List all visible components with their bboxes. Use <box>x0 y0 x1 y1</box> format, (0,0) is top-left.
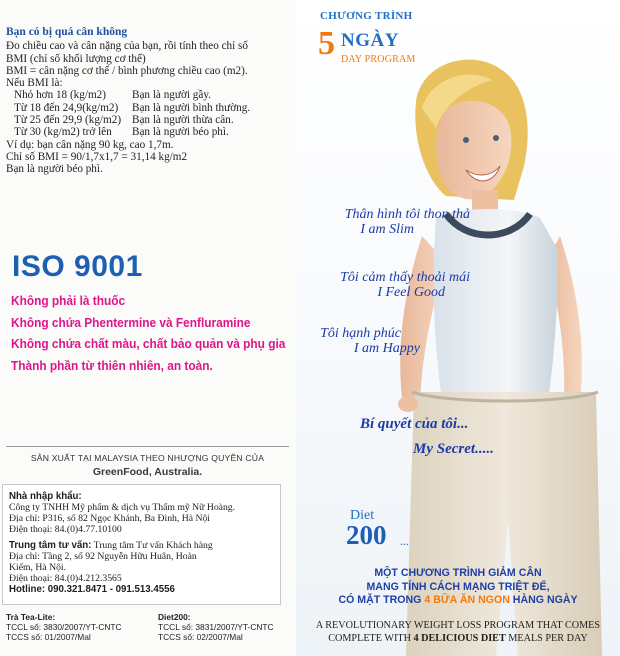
bmi-example-line: Ví dụ: bạn cân nặng 90 kg, cao 1,7m. <box>6 138 174 151</box>
en-tag-text: MEALS PER DAY <box>505 633 588 644</box>
bmi-row <box>6 102 291 114</box>
bmi-result: Bạn là người thừa cân. <box>132 114 234 127</box>
reg-tccs: TCCS số: 02/2007/Mal <box>158 632 243 642</box>
slogan-slim <box>320 207 470 237</box>
slogan-happy <box>300 326 420 356</box>
claim-item: Không chứa Phentermine và Fenfluramine <box>11 314 251 330</box>
contact-box <box>2 484 281 605</box>
bmi-intro-line: Nếu BMI là: <box>6 77 63 90</box>
bmi-intro-line: BMI (chỉ số khối lượng cơ thể) <box>6 52 146 65</box>
importer-line: Địa chỉ: P316, số 82 Ngọc Khánh, Ba Đình, Hà Nội <box>9 513 210 524</box>
vn-tag-text: HÀNG NGÀY <box>509 594 578 607</box>
consult-heading-row <box>9 540 280 551</box>
importer-heading: Nhà nhập khẩu: <box>9 491 82 502</box>
slogan-vn: Thân hình tôi thon thả <box>344 207 470 222</box>
reg-product-name: Trà Tea-Lite: <box>6 612 56 622</box>
bmi-intro-line: BMI = cân nặng cơ thể / bình phương chiều cao (m2). <box>6 64 248 77</box>
diet-number: 200 <box>346 520 387 550</box>
claim-item: Không chứa chất màu, chất bảo quản và phụ gia <box>11 336 286 351</box>
secret-en: My Secret..... <box>413 441 494 457</box>
registration-diet200 <box>158 612 274 642</box>
bmi-row <box>6 126 291 138</box>
manufacturing-origin <box>6 446 289 478</box>
en-tag-text: COMPLETE WITH <box>328 633 414 644</box>
consult-line: Điện thoại: 84.(0)4.212.3565 <box>9 573 122 584</box>
claim-item: Thành phần từ thiên nhiên, an toàn. <box>11 357 213 373</box>
slogan-vn: Tôi hạnh phúc <box>320 326 401 341</box>
vn-tag-line: MANG TÍNH CÁCH MẠNG TRIỆT ĐỂ, <box>366 580 550 593</box>
diet-label: Diet <box>350 508 375 523</box>
consult-heading-rest: Trung tâm Tư vấn Khách hàng <box>91 540 213 551</box>
program-line3: DAY PROGRAM <box>341 54 416 65</box>
bmi-intro-line: Đo chiều cao và cân nặng của bạn, rồi tính theo chỉ số <box>6 40 249 53</box>
consult-heading: Trung tâm tư vấn: <box>9 540 92 551</box>
en-tag-line2 <box>300 632 616 645</box>
bmi-result: Bạn là người bình thường. <box>132 101 251 114</box>
vietnamese-tagline <box>300 567 616 608</box>
bmi-range: Từ 18 đến 24,9(kg/m2) <box>14 101 119 114</box>
hotline: Hotline: 090.321.8471 - 091.513.4556 <box>9 584 175 595</box>
product-claims <box>11 290 285 376</box>
bmi-example-line: Bạn là người béo phì. <box>6 163 103 176</box>
vn-tag-text: CÓ MẶT TRONG <box>338 594 425 607</box>
reg-product-name: Diet200: <box>158 612 191 622</box>
slogan-en: I am Happy <box>353 341 420 356</box>
bmi-range: Từ 25 đến 29,9 (kg/m2) <box>14 114 122 127</box>
registration-tealite <box>6 612 122 642</box>
bmi-row <box>6 89 291 101</box>
secret-vn: Bí quyết của tôi... <box>360 416 469 432</box>
english-tagline <box>300 619 616 645</box>
en-tag-highlight: 4 DELICIOUS DIET <box>413 633 506 644</box>
reg-tccl: TCCL số: 3830/2007/YT-CNTC <box>6 622 122 632</box>
bmi-row <box>6 114 291 126</box>
vn-tag-line3 <box>300 594 616 608</box>
bmi-range: Nhỏ hơn 18 (kg/m2) <box>14 89 106 102</box>
bmi-result: Bạn là người gầy. <box>132 89 211 102</box>
program-title <box>318 10 416 65</box>
slogan-feel-good <box>320 270 470 300</box>
bmi-range: Từ 30 (kg/m2) trở lên <box>14 126 112 139</box>
bmi-result: Bạn là người béo phì. <box>132 126 229 139</box>
en-tag-line: A REVOLUTIONARY WEIGHT LOSS PROGRAM THAT COMES <box>315 620 601 631</box>
vn-tag-highlight: 4 BỮA ĂN NGON <box>424 594 510 607</box>
reg-tccs: TCCS số: 01/2007/Mal <box>6 632 91 642</box>
slogan-vn: Tôi cảm thấy thoải mái <box>340 270 470 285</box>
iso-certification: ISO 9001 <box>12 250 143 283</box>
diet-suffix: ... <box>400 534 409 548</box>
bmi-example-line: Chỉ số BMI = 90/1,7x1,7 = 31,14 kg/m2 <box>6 150 188 163</box>
origin-brand: GreenFood, Australia. <box>92 466 203 478</box>
program-word: NGÀY <box>341 30 399 51</box>
vn-tag-line: MỘT CHƯƠNG TRÌNH GIẢM CÂN <box>374 567 542 579</box>
program-number: 5 <box>318 25 335 62</box>
program-line1: CHƯƠNG TRÌNH <box>320 10 413 22</box>
slogan-en: I am Slim <box>360 222 414 237</box>
bmi-title: Bạn có bị quá cân không <box>6 26 128 38</box>
consult-line: Địa chỉ: Tầng 2, số 92 Nguyễn Hữu Huân, Hoàn <box>9 551 197 562</box>
claim-item: Không phải là thuốc <box>11 293 126 308</box>
origin-line: SẢN XUẤT TẠI MALAYSIA THEO NHƯỢNG QUYỀN CỦA <box>30 453 265 463</box>
slogan-en: I Feel Good <box>377 285 445 300</box>
importer-line: Công ty TNHH Mỹ phẩm & dịch vụ Thẩm mỹ Nữ Hoàng. <box>9 502 236 513</box>
bmi-section <box>6 26 291 176</box>
importer-line: Điện thoại: 84.(0)4.77.10100 <box>9 524 122 535</box>
reg-tccl: TCCL số: 3831/2007/YT-CNTC <box>158 622 274 632</box>
consult-line: Kiếm, Hà Nội. <box>9 562 67 573</box>
